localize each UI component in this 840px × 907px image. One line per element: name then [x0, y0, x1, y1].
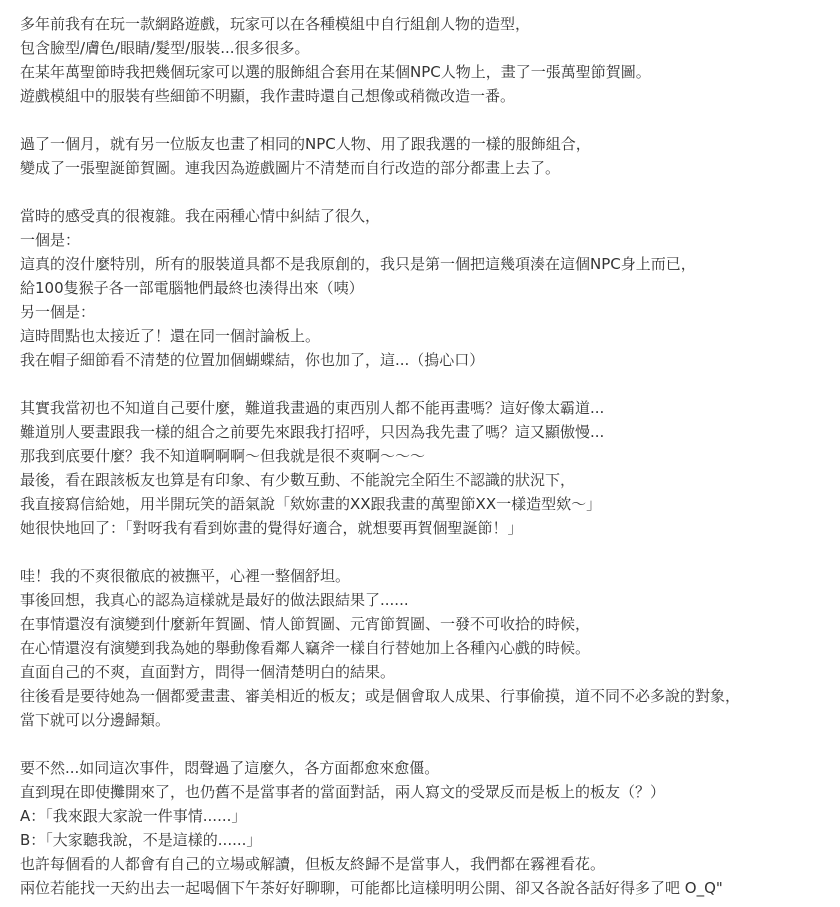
text-line: 其實我當初也不知道自己要什麼，難道我畫過的東西別人都不能再畫嗎？這好像太霸道...	[20, 399, 605, 417]
text-line: 難道別人要畫跟我一樣的組合之前要先來跟我打招呼，只因為我先畫了嗎？這又顯傲慢...	[20, 423, 605, 441]
paragraph-1	[20, 12, 820, 108]
text-line: 給100隻猴子各一部電腦牠們最終也湊得出來（咦）	[20, 279, 364, 297]
text-line: 當時的感受真的很複雜。我在兩種心情中糾結了很久，	[20, 207, 381, 225]
text-line: 也許每個看的人都會有自己的立場或解讀，但板友終歸不是當事人，我們都在霧裡看花。	[20, 855, 606, 873]
paragraph-5	[20, 564, 820, 732]
text-line: 直面自己的不爽，直面對方，問得一個清楚明白的結果。	[20, 663, 396, 681]
text-line: A：「我來跟大家說一件事情......」	[20, 807, 247, 825]
text-line: 過了一個月，就有另一位版友也畫了相同的NPC人物、用了跟我選的一樣的服飾組合，	[20, 135, 591, 153]
paragraph-4	[20, 396, 820, 540]
text-line: 這真的沒什麼特別，所有的服裝道具都不是我原創的，我只是第一個把這幾項湊在這個NPC身上而已，	[20, 255, 696, 273]
text-line: 包含臉型/膚色/眼睛/髮型/服裝...很多很多。	[20, 39, 310, 57]
text-line: 變成了一張聖誕節賀圖。連我因為遊戲圖片不清楚而自行改造的部分都畫上去了。	[20, 159, 561, 177]
text-line: 事後回想，我真心的認為這樣就是最好的做法跟結果了......	[20, 591, 409, 609]
text-line: 我在帽子細節看不清楚的位置加個蝴蝶結，你也加了，這...（摀心口）	[20, 351, 485, 369]
paragraph-6	[20, 756, 820, 900]
text-line: 哇！我的不爽很徹底的被撫平，心裡一整個舒坦。	[20, 567, 351, 585]
text-line: 在事情還沒有演變到什麼新年賀圖、情人節賀圖、元宵節賀圖、一發不可收拾的時候，	[20, 615, 591, 633]
paragraph-3	[20, 204, 820, 372]
text-line: 要不然...如同這次事件，悶聲過了這麼久，各方面都愈來愈僵。	[20, 759, 440, 777]
text-line: 她很快地回了：「對呀我有看到妳畫的覺得好適合，就想要再賀個聖誕節！」	[20, 519, 523, 537]
paragraph-2	[20, 132, 820, 180]
text-line: 在某年萬聖節時我把幾個玩家可以選的服飾組合套用在某個NPC人物上，畫了一張萬聖節賀圖。	[20, 63, 651, 81]
text-line: 往後看是要待她為一個都愛畫畫、審美相近的板友；或是個會取人成果、行事偷摸，道不同不必多說的對象，	[20, 687, 741, 705]
text-line: 另一個是：	[20, 303, 96, 321]
text-line: 一個是：	[20, 231, 81, 249]
text-line: 直到現在即使攤開來了，也仍舊不是當事者的當面對話，兩人寫文的受眾反而是板上的板友（？）	[20, 783, 666, 801]
text-line: 在心情還沒有演變到我為她的舉動像看鄰人竊斧一樣自行替她加上各種內心戲的時候。	[20, 639, 591, 657]
text-line: 最後，看在跟該板友也算是有印象、有少數互動、不能說完全陌生不認識的狀況下，	[20, 471, 576, 489]
text-line: 那我到底要什麼？我不知道啊啊啊～但我就是很不爽啊～～～	[20, 447, 426, 465]
text-line: 多年前我有在玩一款網路遊戲，玩家可以在各種模組中自行組創人物的造型，	[20, 15, 531, 33]
text-line: 兩位若能找一天約出去一起喝個下午茶好好聊聊，可能都比這樣明明公開、卻又各說各話好得多了吧 O_Q"	[20, 879, 723, 897]
text-line: 這時間點也太接近了！還在同一個討論板上。	[20, 327, 321, 345]
text-line: 當下就可以分邊歸類。	[20, 711, 171, 729]
text-line: B：「大家聽我說，不是這樣的......」	[20, 831, 262, 849]
text-line: 遊戲模組中的服裝有些細節不明顯，我作畫時還自己想像或稍微改造一番。	[20, 87, 516, 105]
text-line: 我直接寫信給她，用半開玩笑的語氣說「欸妳畫的XX跟我畫的萬聖節XX一樣造型欸～」	[20, 495, 602, 513]
